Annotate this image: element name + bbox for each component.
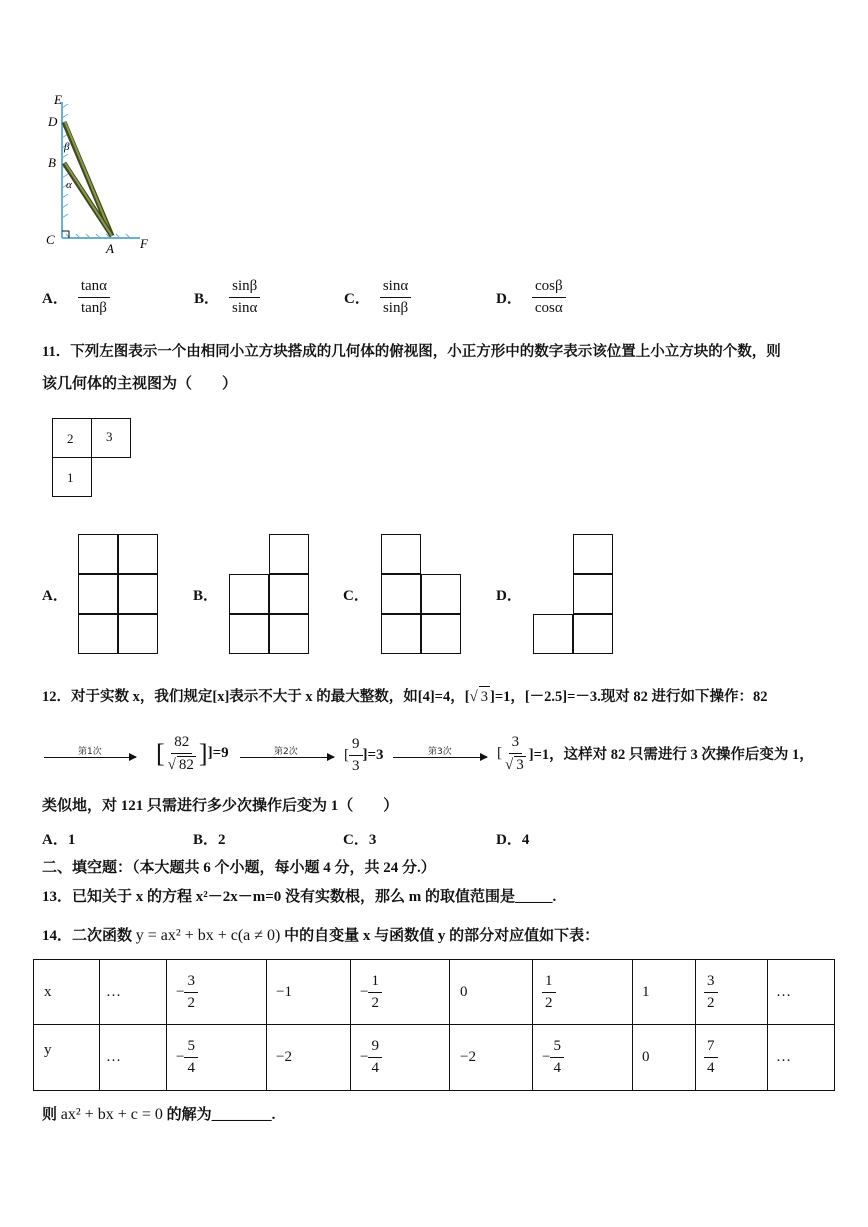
q11-line1: 11．下列左图表示一个由相同小立方块搭成的几何体的俯视图，小正方形中的数字表示该位置上小立方块的个数，则 <box>42 344 781 360</box>
section-heading-fill-in: 二、填空题：（本大题共 6 个小题，每小题 4 分，共 24 分.） <box>42 860 436 876</box>
q13-text: 13．已知关于 x 的方程 x²－2x－m=0 没有实数根，那么 m 的取值范围是_____. <box>42 889 557 905</box>
q11-line2: 该几何体的主视图为（ ） <box>42 376 238 392</box>
q12-option-d[interactable]: D．4 <box>496 832 530 848</box>
step3-arrow <box>393 757 487 758</box>
table-cell: −1 <box>276 983 292 1000</box>
label-B: B <box>48 155 56 170</box>
table-cell: 0 <box>642 1048 650 1065</box>
label-beta: β <box>64 141 70 153</box>
table-cell: − $\frac{9}{4}$ <box>360 1024 382 1090</box>
table-cell: x <box>44 983 52 1000</box>
label-C: C <box>46 232 55 247</box>
table-cell: − $\frac{5}{4}$ <box>542 1024 564 1090</box>
table-cell: 1 <box>642 983 650 1000</box>
step1-arrow <box>44 757 136 758</box>
q12-option-a[interactable]: A．1 <box>42 832 76 848</box>
label-alpha: α <box>66 179 72 191</box>
q10-option-a[interactable]: A． $\frac{\tan\alpha}{\tan\beta}$ <box>42 278 110 316</box>
table-cell: − $\frac{1}{2}$ <box>360 960 382 1024</box>
step3-label: 第3次 <box>428 747 452 757</box>
table-cell: y <box>44 1042 52 1058</box>
q10-option-c[interactable]: C． $\frac{\sin\alpha}{\sin\beta}$ <box>344 278 411 316</box>
label-F: F <box>140 236 148 251</box>
q10-option-d[interactable]: D． $\frac{\cos\beta}{\cos\alpha}$ <box>496 278 566 316</box>
table-cell: … <box>776 983 791 1000</box>
q11-option-c-label[interactable]: C． <box>343 588 369 604</box>
label-A: A <box>106 241 114 256</box>
label-D: D <box>48 114 58 129</box>
q12-step3-expr: [ $\frac{3}{√ 3}$ ]=1，这样对 82 只需进行 3 次操作后变为 1， <box>497 734 814 773</box>
step2-arrow <box>240 757 334 758</box>
q10-option-b[interactable]: B． $\frac{\sin\beta}{\sin\alpha}$ <box>194 278 260 316</box>
table-cell: 0 <box>460 983 468 1000</box>
label-E: E <box>54 92 62 107</box>
table-cell: … <box>776 1048 791 1065</box>
q11-option-b-label[interactable]: B． <box>193 588 219 604</box>
q12-option-b[interactable]: B．2 <box>193 832 226 848</box>
table-cell: $\frac{3}{2}$ <box>704 960 718 1024</box>
q12-line3: 类似地，对 121 只需进行多少次操作后变为 1（ ） <box>42 798 399 814</box>
top-view-number: 1 <box>67 470 74 485</box>
q12-step1-expr: [ $\frac{82}{√ 82}$ ] ]=9 <box>156 734 229 773</box>
table-cell: $\frac{7}{4}$ <box>704 1024 718 1090</box>
ladder-figure <box>40 88 160 258</box>
q12-option-c[interactable]: C．3 <box>343 832 377 848</box>
top-view-number: 2 <box>67 431 74 446</box>
q14-answer-line: 则 ax² + bx + c = 0 的解为________. <box>42 1106 276 1123</box>
q14-value-table <box>33 959 835 1091</box>
step1-label: 第1次 <box>78 747 102 757</box>
q14-line: 14．二次函数 y = ax² + bx + c(a ≠ 0) 中的自变量 x 与函数值 y 的部分对应值如下表： <box>42 927 600 944</box>
top-view-number: 3 <box>106 429 113 444</box>
step2-label: 第2次 <box>274 747 298 757</box>
table-cell: … <box>106 1048 121 1065</box>
table-cell: −2 <box>460 1048 476 1065</box>
q12-step2-expr: [ $\frac{9}{3}$ ]=3 <box>344 736 384 774</box>
table-cell: − $\frac{3}{2}$ <box>176 960 198 1024</box>
table-cell: − $\frac{5}{4}$ <box>176 1024 198 1090</box>
table-cell: $\frac{1}{2}$ <box>542 960 556 1024</box>
q11-option-d-label[interactable]: D． <box>496 588 522 604</box>
q11-option-a-label[interactable]: A． <box>42 588 68 604</box>
q12-line1: 12．对于实数 x，我们规定[x]表示不大于 x 的最大整数，如[4]=4，[√ 3 ]=1，[－2.5]=－3.现对 82 进行如下操作：82 <box>42 686 768 707</box>
table-cell: … <box>106 983 121 1000</box>
table-cell: −2 <box>276 1048 292 1065</box>
